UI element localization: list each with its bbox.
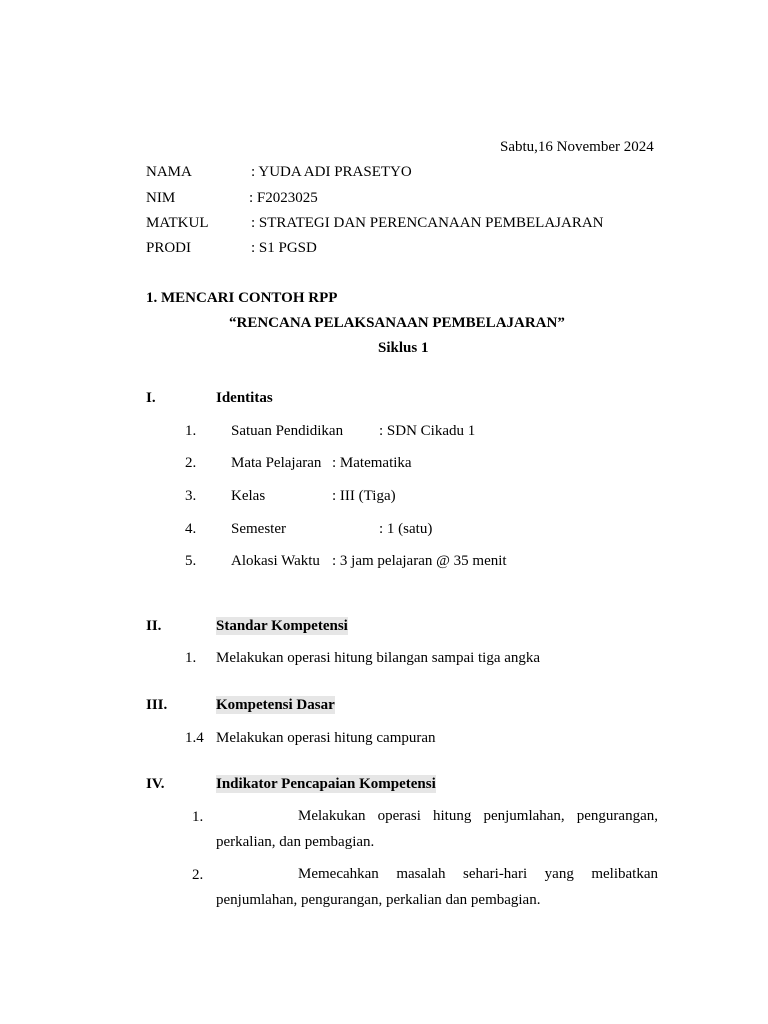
kompetensi-dasar-item-num: 1.4	[185, 730, 204, 746]
indikator-item-text-content: Memecahkan masalah sehari-hari yang melibatkan penjumlahan, pengurangan, perkalian dan pembagian.	[216, 866, 658, 908]
identitas-item-value: : III (Tiga)	[332, 488, 396, 504]
indikator-item-text	[216, 803, 658, 855]
identitas-item-num: 3.	[185, 488, 197, 504]
indikator-item-text-content: Melakukan operasi hitung penjumlahan, pengurangan, perkalian, dan pembagian.	[216, 808, 658, 850]
header-label-nim: NIM	[146, 190, 176, 206]
header-value-nama: : YUDA ADI PRASETYO	[251, 164, 412, 180]
standar-item-text: Melakukan operasi hitung bilangan sampai tiga angka	[216, 650, 541, 666]
header-label-prodi: PRODI	[146, 240, 192, 256]
identitas-item-value: : Matematika	[332, 455, 412, 471]
identitas-item-label: Mata Pelajaran	[231, 455, 322, 471]
identitas-item-num: 2.	[185, 455, 197, 471]
header-value-nim: : F2023025	[249, 190, 318, 206]
indikator-title: Indikator Pencapaian Kompetensi	[216, 776, 436, 792]
date-line: Sabtu,16 November 2024	[500, 139, 654, 155]
header-label-matkul: MATKUL	[146, 215, 209, 231]
identitas-item-value: : 3 jam pelajaran @ 35 menit	[332, 553, 507, 569]
identitas-item-label: Kelas	[231, 488, 266, 504]
indikator-item-num: 1.	[192, 809, 204, 825]
identitas-item-value: : SDN Cikadu 1	[379, 423, 476, 439]
identitas-item-num: 5.	[185, 553, 197, 569]
header-label-nama: NAMA	[146, 164, 192, 180]
kompetensi-dasar-numeral: III.	[146, 697, 168, 713]
document-subtitle: Siklus 1	[378, 340, 429, 356]
standar-title: Standar Kompetensi	[216, 618, 348, 634]
indikator-item-text	[216, 861, 658, 913]
indikator-numeral: IV.	[146, 776, 165, 792]
identitas-item-label: Semester	[231, 521, 286, 537]
indikator-item-num: 2.	[192, 867, 204, 883]
identitas-item-label: Satuan Pendidikan	[231, 423, 344, 439]
kompetensi-dasar-item-text: Melakukan operasi hitung campuran	[216, 730, 436, 746]
standar-item-num: 1.	[185, 650, 197, 666]
identitas-item-value: : 1 (satu)	[379, 521, 433, 537]
standar-numeral: II.	[146, 618, 162, 634]
identitas-item-num: 1.	[185, 423, 197, 439]
identitas-numeral: I.	[146, 390, 156, 406]
header-value-prodi: : S1 PGSD	[251, 240, 317, 256]
kompetensi-dasar-title: Kompetensi Dasar	[216, 697, 335, 713]
identitas-item-label: Alokasi Waktu	[231, 553, 320, 569]
document-title: “RENCANA PELAKSANAAN PEMBELAJARAN”	[229, 315, 565, 331]
identitas-item-num: 4.	[185, 521, 197, 537]
header-value-matkul: : STRATEGI DAN PERENCANAAN PEMBELAJARAN	[251, 215, 604, 231]
identitas-title: Identitas	[216, 390, 273, 406]
section-heading: 1. MENCARI CONTOH RPP	[146, 290, 338, 306]
